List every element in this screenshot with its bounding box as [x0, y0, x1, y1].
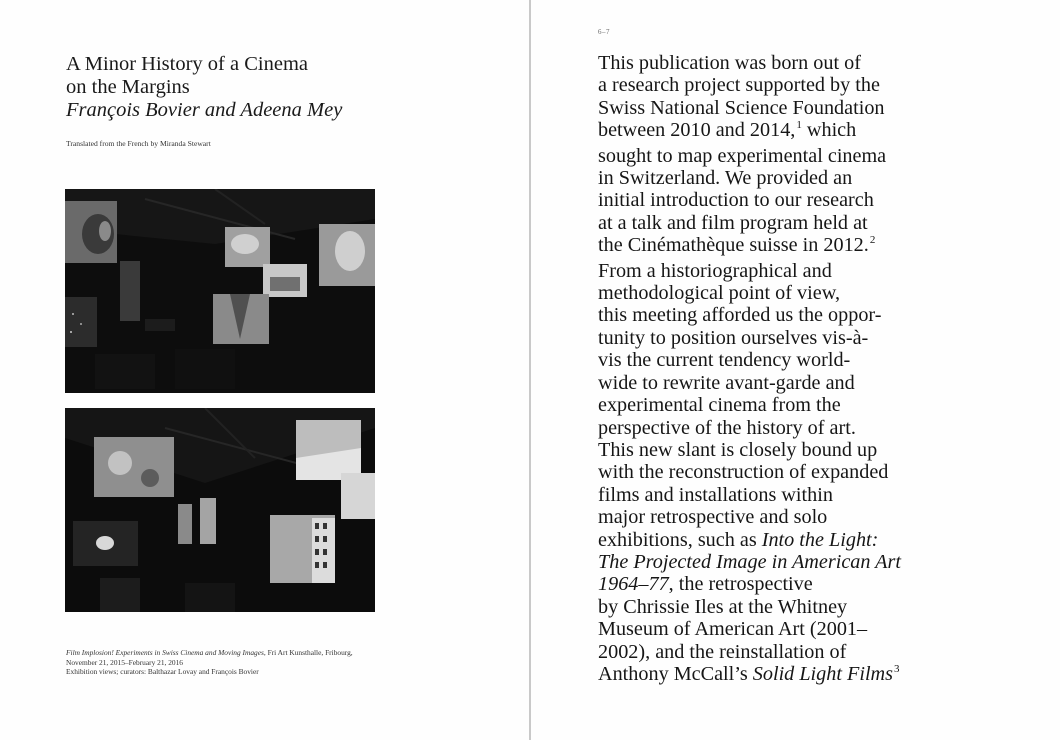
caption-credits: Exhibition views; curators: Balthazar Lovay and François Bovier [66, 667, 259, 677]
text-segment: which [801, 119, 857, 142]
text-line: perspective of the history of art. [598, 416, 856, 439]
footnote-ref-1[interactable]: 1 [796, 119, 802, 132]
footnote-ref-2[interactable]: 2 [869, 234, 876, 247]
text-line: wide to rewrite avant-garde and [598, 371, 855, 394]
text-line [598, 234, 928, 259]
text-line [598, 529, 928, 551]
essay-title [66, 53, 396, 122]
text-line: experimental cinema from the [598, 394, 841, 417]
text-segment: between 2010 and 2014, [598, 119, 796, 142]
text-line [598, 119, 928, 144]
text-line: vis the current tendency world- [598, 349, 851, 372]
text-segment: the Cinémathèque suisse in 2012. [598, 234, 869, 257]
text-line: This new slant is closely bound up [598, 438, 878, 461]
text-line: by Chrissie Iles at the Whitney [598, 595, 848, 618]
text-line [598, 663, 928, 688]
text-line: sought to map experimental cinema [598, 144, 887, 167]
text-line: This publication was born out of [598, 52, 861, 74]
text-line: From a historiographical and [598, 259, 832, 282]
work-title: Into the Light: [761, 528, 879, 551]
work-title: 1964–77 [598, 573, 669, 596]
text-line: Museum of American Art (2001– [598, 618, 868, 641]
text-line: 2002), and the reinstallation of [598, 640, 847, 663]
photo-caption [66, 648, 366, 677]
caption-dates: November 21, 2015–February 21, 2016 [66, 657, 183, 667]
caption-venue: , Fri Art Kunsthalle, Fribourg, [263, 648, 353, 657]
footnote-ref-3[interactable]: 3 [894, 662, 900, 675]
exhibition-photo-1 [65, 189, 375, 393]
text-line: major retrospective and solo [598, 506, 828, 529]
text-line: methodological point of view, [598, 282, 841, 305]
authors: François Bovier and Adeena Mey [66, 99, 343, 121]
text-line: in Switzerland. We provided an [598, 167, 853, 190]
text-line: initial introduction to our research [598, 189, 874, 212]
translator-credit: Translated from the French by Miranda Stewart [66, 139, 211, 148]
text-segment: , the retrospective [668, 573, 813, 596]
text-line [598, 573, 928, 595]
caption-exhibition-title: Film Implosion! Experiments in Swiss Cinema and Moving Images [66, 648, 264, 657]
text-segment: Anthony McCall’s [598, 662, 753, 685]
text-line: a research project supported by the [598, 74, 880, 97]
text-line: films and installations within [598, 483, 833, 506]
text-segment: exhibitions, such as [598, 528, 762, 551]
exhibition-photo-2 [65, 408, 375, 612]
work-title: The Projected Image in American Art [598, 550, 901, 573]
text-line: Swiss National Science Foundation [598, 96, 885, 119]
text-line [598, 551, 928, 573]
work-title: Solid Light Films [752, 662, 893, 685]
text-line: this meeting afforded us the oppor- [598, 304, 882, 327]
page-numbers: 6–7 [598, 28, 610, 36]
text-line: at a talk and film program held at [598, 211, 868, 234]
text-line: tunity to position ourselves vis-à- [598, 326, 869, 349]
title-line-2: on the Margins [66, 76, 190, 98]
text-line: with the reconstruction of expanded [598, 461, 889, 484]
body-text [598, 52, 928, 688]
title-line-1: A Minor History of a Cinema [66, 53, 308, 75]
